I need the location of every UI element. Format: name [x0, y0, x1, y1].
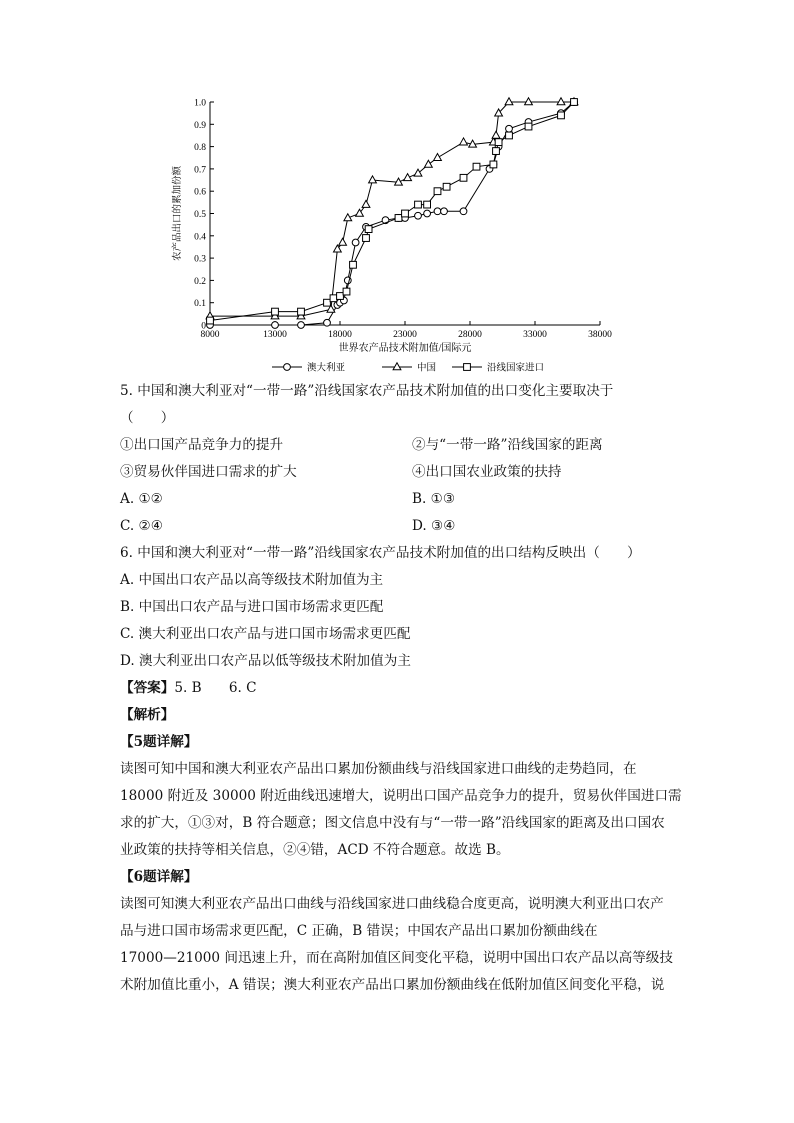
- answer-line: [120, 675, 680, 702]
- q6-option-c[interactable]: C. 澳大利亚出口农产品与进口国市场需求更匹配: [120, 626, 411, 642]
- y-tick-label: 0.9: [194, 120, 206, 131]
- q6-option-a[interactable]: A. 中国出口农产品以高等级技术附加值为主: [120, 572, 384, 588]
- y-tick-label: 0.5: [194, 210, 206, 220]
- q5-analysis-line: 18000 附近及 30000 附近曲线迅速增大，说明出口国产品竞争力的提升，贸易伙伴国进口需: [120, 788, 682, 804]
- data-point: [424, 201, 431, 208]
- q6-analysis-line: 品与进口国市场需求更匹配，C 正确，B 错误；中国农产品出口累加份额曲线在: [120, 923, 598, 939]
- y-tick-label: 0.7: [194, 165, 206, 176]
- data-point: [324, 319, 331, 326]
- legend-marker: [393, 363, 401, 370]
- q5-option-d[interactable]: D. ③④: [412, 518, 456, 534]
- data-point: [571, 99, 578, 106]
- q5-option-row-1: [120, 486, 680, 513]
- data-point: [362, 200, 370, 207]
- data-point: [414, 169, 422, 176]
- data-point: [298, 322, 305, 329]
- y-tick-label: 0.8: [194, 143, 206, 154]
- data-point: [441, 208, 448, 215]
- data-point: [272, 322, 279, 329]
- q5-analysis-heading: 【5题详解】: [120, 734, 198, 750]
- data-point: [558, 112, 565, 119]
- q6-stem: 6. 中国和澳大利亚对“一带一路”沿线国家农产品技术附加值的出口结构反映出（ ）: [120, 545, 641, 561]
- series-circle: [207, 99, 578, 329]
- series-line: [210, 102, 574, 321]
- data-point: [434, 154, 442, 161]
- series-triangle: [206, 98, 578, 319]
- chart-plot-area: [206, 98, 578, 329]
- q5-analysis-line: 求的扩大，①③对，B 符合题意；图文信息中没有与“一带一路”沿线国家的距离及出口国农: [120, 815, 665, 831]
- question-block: [120, 378, 680, 999]
- q5-option-a[interactable]: A. ①②: [120, 491, 163, 507]
- q6-option-b[interactable]: B. 中国出口农产品与进口国市场需求更匹配: [120, 599, 384, 615]
- data-point: [460, 138, 468, 145]
- data-point: [339, 238, 347, 245]
- answer-label: 【答案】: [120, 680, 175, 696]
- legend-label: 中国: [417, 363, 437, 374]
- q5-option-b[interactable]: B. ①③: [412, 491, 456, 507]
- x-tick-label: 28000: [458, 330, 482, 340]
- data-point: [506, 132, 513, 139]
- data-point: [473, 163, 480, 170]
- data-point: [402, 210, 409, 217]
- y-tick-label: 0.2: [194, 276, 206, 287]
- y-axis-label: 农产品出口的累加份额: [173, 165, 183, 262]
- x-axis-label: 世界农产品技术附加值/国际元: [338, 343, 472, 354]
- q5-option-row-2: [120, 513, 680, 540]
- y-tick-label: 0.1: [194, 299, 206, 310]
- data-point: [443, 183, 450, 190]
- legend-marker: [464, 364, 471, 371]
- x-tick-label: 38000: [588, 330, 612, 340]
- chart-legend: [272, 362, 544, 374]
- y-tick-label: 0.3: [194, 254, 206, 265]
- legend-label: 澳大利亚: [307, 363, 346, 374]
- y-tick-label: 0.4: [194, 232, 206, 243]
- data-point: [434, 208, 441, 215]
- x-tick-label: 13000: [263, 330, 287, 340]
- q5-item-row-2: [120, 459, 680, 486]
- y-tick-label: 0.6: [194, 187, 206, 198]
- q5-stem: 5. 中国和澳大利亚对“一带一路”沿线国家农产品技术附加值的出口变化主要取决于: [120, 383, 614, 399]
- q5-paren: （ ）: [120, 410, 175, 426]
- y-tick-label: 0: [201, 321, 206, 332]
- data-point: [330, 295, 337, 302]
- x-tick-label: 33000: [523, 330, 547, 340]
- q6-analysis-line: 读图可知澳大利亚农产品出口曲线与沿线国家进口曲线稳合度更高，说明澳大利亚出口农产: [120, 896, 664, 912]
- data-point: [352, 239, 359, 246]
- q5-option-c[interactable]: C. ②④: [120, 518, 163, 534]
- data-point: [557, 98, 565, 105]
- data-point: [272, 308, 279, 315]
- data-point: [525, 98, 533, 105]
- data-point: [415, 201, 422, 208]
- data-point: [495, 139, 502, 146]
- q6-analysis-line: 术附加值比重小，A 错误；澳大利亚农产品出口累加份额曲线在低附加值区间变化平稳，说: [120, 977, 665, 993]
- y-tick-label: 1.0: [194, 98, 206, 109]
- data-point: [490, 161, 497, 168]
- data-point: [460, 174, 467, 181]
- data-point: [460, 208, 467, 215]
- data-point: [350, 261, 357, 268]
- cumulative-share-line-chart: [160, 90, 630, 374]
- data-point: [363, 235, 370, 242]
- x-tick-label: 18000: [328, 330, 352, 340]
- q6-option-d[interactable]: D. 澳大利亚出口农产品以低等级技术附加值为主: [120, 653, 411, 669]
- analysis-label: 【解析】: [120, 707, 175, 723]
- data-point: [505, 98, 513, 105]
- data-point: [324, 299, 331, 306]
- data-point: [365, 226, 372, 233]
- answer-text: 5. B 6. C: [174, 680, 257, 696]
- q6-analysis-line: 17000—21000 间迅速上升，而在高附加值区间变化平稳，说明中国出口农产品以高等级技: [120, 950, 673, 966]
- q5-item-row-1: [120, 432, 680, 459]
- data-point: [492, 131, 500, 138]
- q6-analysis-heading: 【6题详解】: [120, 869, 198, 885]
- q5-item-2: ②与“一带一路”沿线国家的距离: [412, 437, 603, 453]
- legend-marker: [284, 364, 291, 371]
- data-point: [424, 210, 431, 217]
- q5-analysis-line: 读图可知中国和澳大利亚农产品出口累加份额曲线与沿线国家进口曲线的走势趋同，在: [120, 761, 637, 777]
- data-point: [425, 160, 433, 167]
- data-point: [207, 317, 214, 324]
- x-tick-label: 23000: [393, 330, 417, 340]
- legend-label: 沿线国家进口: [487, 363, 545, 374]
- data-point: [506, 125, 513, 132]
- x-tick-label: 8000: [200, 330, 220, 340]
- data-point: [415, 212, 422, 219]
- q5-item-1: ①出口国产品竞争力的提升: [120, 437, 284, 453]
- series-square: [207, 99, 578, 324]
- q5-item-3: ③贸易伙伴国进口需求的扩大: [120, 464, 297, 480]
- q5-analysis-line: 业政策的扶持等相关信息，②④错，ACD 不符合题意。故选 B。: [120, 842, 510, 858]
- data-point: [369, 176, 377, 183]
- data-point: [395, 215, 402, 222]
- data-point: [493, 148, 500, 155]
- data-point: [337, 293, 344, 300]
- series-line: [210, 102, 574, 325]
- series-line: [210, 102, 574, 316]
- q5-item-4: ④出口国农业政策的扶持: [412, 464, 562, 480]
- data-point: [434, 188, 441, 195]
- data-point: [525, 123, 532, 130]
- data-point: [343, 288, 350, 295]
- data-point: [298, 308, 305, 315]
